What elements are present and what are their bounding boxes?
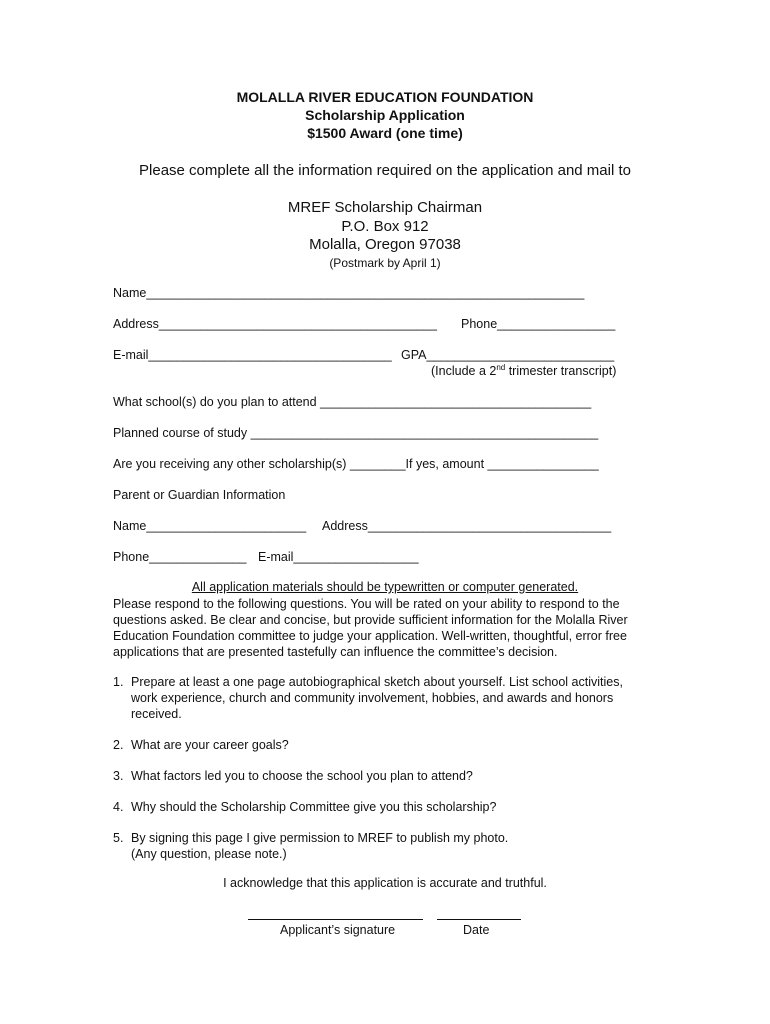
date-line[interactable] xyxy=(437,919,521,920)
course-of-study-field[interactable]: Planned course of study __________________________________________________ xyxy=(113,426,599,440)
question-item: 2. What are your career goals? xyxy=(113,738,289,752)
guardian-name-field[interactable]: Name_______________________ xyxy=(113,519,307,533)
question-item: 3. What factors led you to choose the school you plan to attend? xyxy=(113,769,473,783)
instructions-paragraph-text: Please respond to the following questions. You will be rated on your ability to respond to the questions asked. Be clear and concise, but provide sufficient information for the Molalla River Education Foundation committee to judge your application. Well-written, thoughtful, error free applications that are presented tastefully can influence the committee’s decision. xyxy=(113,597,628,659)
instructions-paragraph xyxy=(113,596,633,660)
transcript-note: (Include a 2nd trimester transcript) xyxy=(431,362,617,378)
name-field[interactable]: Name_______________________________________________________________ xyxy=(113,286,585,300)
guardian-email-field[interactable]: E-mail__________________ xyxy=(258,550,419,564)
postmark-deadline: (Postmark by April 1) xyxy=(329,256,441,270)
guardian-address-field[interactable]: Address___________________________________ xyxy=(322,519,612,533)
questions-list xyxy=(113,674,638,877)
date-label: Date xyxy=(463,923,490,937)
question-item: 1. Prepare at least a one page autobiographical sketch about yourself. List school activities, work experience, church and community involvement, hobbies, and awards and honors received. xyxy=(113,675,623,721)
acknowledgement-text: I acknowledge that this application is accurate and truthful. xyxy=(223,876,547,890)
phone-field[interactable]: Phone_________________ xyxy=(461,317,616,331)
mailing-city: Molalla, Oregon 97038 xyxy=(309,236,461,253)
school-field[interactable]: What school(s) do you plan to attend _______________________________________ xyxy=(113,395,592,409)
instructions-text: Please complete all the information required on the application and mail to xyxy=(139,162,631,179)
form-title: Scholarship Application xyxy=(305,107,465,123)
guardian-phone-field[interactable]: Phone______________ xyxy=(113,550,247,564)
signature-line[interactable] xyxy=(248,919,423,920)
other-scholarship-field[interactable]: Are you receiving any other scholarship(s) ________If yes, amount ________________ xyxy=(113,457,599,471)
mailing-recipient: MREF Scholarship Chairman xyxy=(287,199,483,216)
organization-name: MOLALLA RIVER EDUCATION FOUNDATION xyxy=(236,89,534,105)
mailing-po-box: P.O. Box 912 xyxy=(341,218,429,235)
gpa-field[interactable]: GPA___________________________ xyxy=(401,348,615,362)
email-field[interactable]: E-mail___________________________________ xyxy=(113,348,392,362)
typewritten-notice: All application materials should be typewritten or computer generated. xyxy=(191,580,579,594)
address-field[interactable]: Address________________________________________ xyxy=(113,317,437,331)
award-amount: $1500 Award (one time) xyxy=(307,125,463,141)
question-item: 5. By signing this page I give permission to MREF to publish my photo. (Any question, please note.) xyxy=(113,831,509,861)
question-item: 4. Why should the Scholarship Committee give you this scholarship? xyxy=(113,800,497,814)
guardian-section-heading: Parent or Guardian Information xyxy=(113,488,286,502)
applicant-signature-label: Applicant’s signature xyxy=(280,923,396,937)
